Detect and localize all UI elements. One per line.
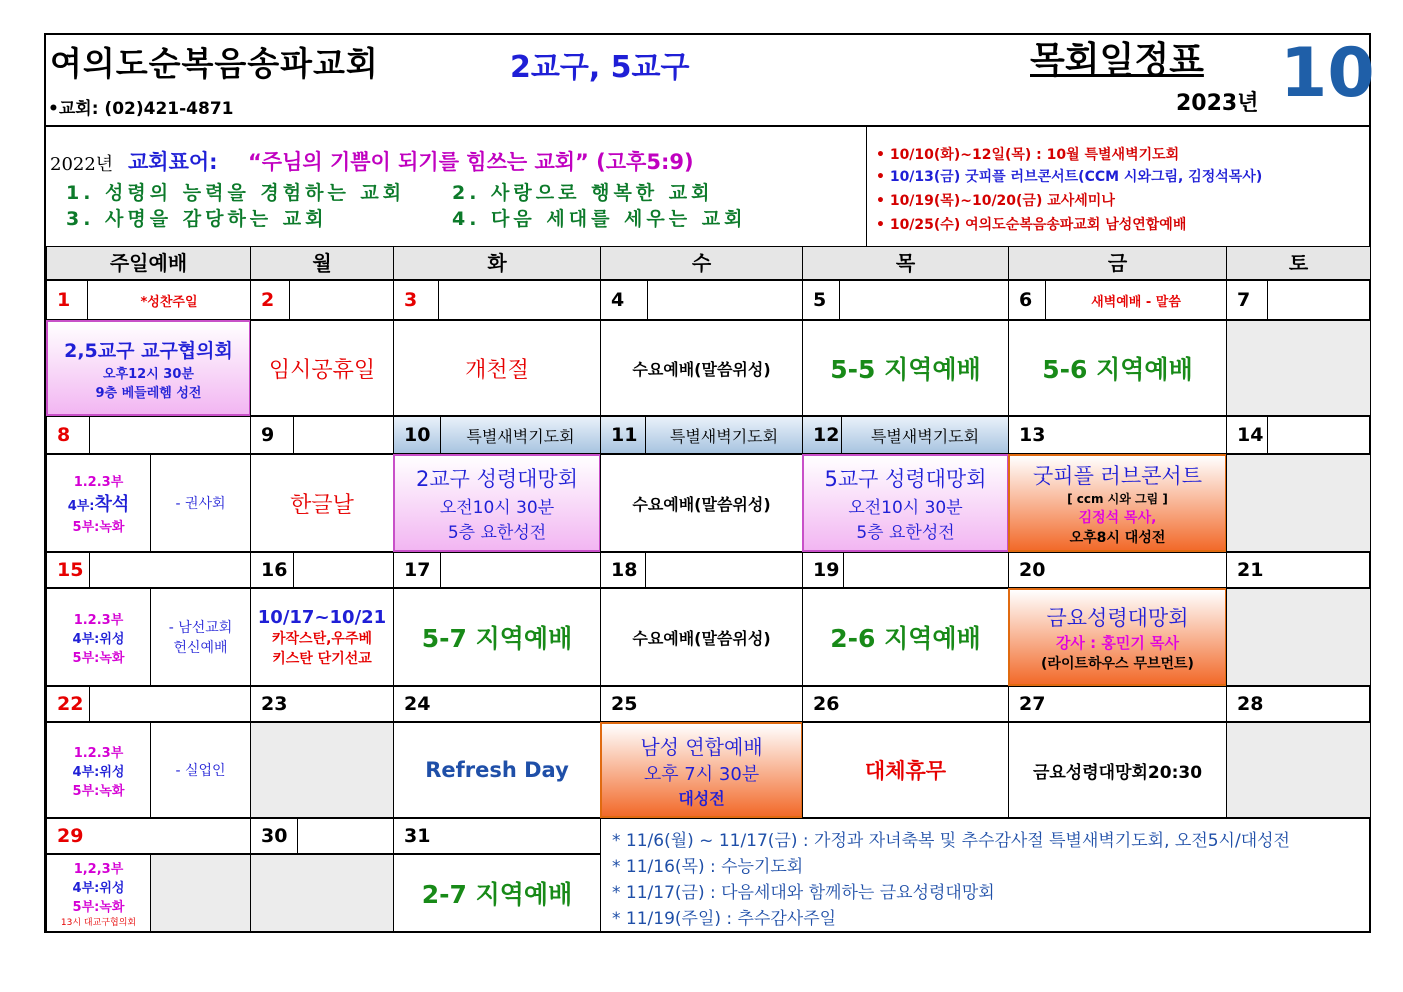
day-number: 25: [600, 686, 803, 722]
event-substitute-holiday: 대체휴무: [802, 722, 1009, 818]
notice-1: • 10/10(화)~12일(목) : 10월 특별새벽기도회: [876, 147, 1180, 163]
day-tag-empty: [293, 416, 394, 454]
sunday-note: - 실업인: [150, 722, 251, 818]
day-number: 24: [393, 686, 601, 722]
sunday-note: - 남선교회 헌신예배: [150, 588, 251, 686]
dawn-prayer-tag: 특별새벽기도회: [841, 416, 1009, 454]
day-number: 16: [250, 552, 294, 588]
notice-4: • 10/25(수) 여의도순복음송파교회 남성연합예배: [876, 217, 1187, 233]
sunday-note-empty: [150, 854, 251, 932]
event-refresh-day: Refresh Day: [393, 722, 601, 818]
day-number: 2: [250, 280, 290, 320]
day-tag-empty: [843, 552, 1009, 588]
sunday-service-times: 1.2.3부 4부:위성 5부:녹화: [46, 722, 151, 818]
event-wednesday-service: 수요예배(말씀위성): [600, 320, 803, 416]
sunday-note: - 권사회: [150, 454, 251, 552]
notice-3: • 10/19(목)~10/20(금) 교사세미나: [876, 193, 1115, 209]
day-tag-empty: [839, 280, 1009, 320]
dawn-prayer-tag: 특별새벽기도회: [645, 416, 803, 454]
event-holiday: 개천절: [393, 320, 601, 416]
day-number: 23: [250, 686, 394, 722]
day-number: 8: [46, 416, 90, 454]
weekday-sat: 토: [1226, 246, 1371, 280]
monday-cell: [250, 854, 394, 932]
day-number: 19: [802, 552, 844, 588]
weekday-sun: 주일예배: [46, 246, 251, 280]
event-region-service: 5-6 지역예배: [1008, 320, 1227, 416]
notice-2: • 10/13(금) 굿피플 러브콘서트(CCM 시와그림, 김정석목사): [876, 169, 1263, 185]
day-number: 5: [802, 280, 840, 320]
saturday-cell: [1226, 320, 1371, 416]
sunday-service-times: 1,2,3부 4부:위성 5부:녹화 13시 대교구협의회: [46, 854, 151, 932]
day-number: 22: [46, 686, 90, 722]
event-friday-revival: 금요성령대망회 강사 : 홍민기 목사 (라이트하우스 무브먼트): [1008, 588, 1227, 686]
day-number: 30: [250, 818, 298, 854]
motto-label: 교회표어:: [128, 150, 218, 174]
day-tag-empty: [440, 552, 601, 588]
dawn-prayer-tag: 특별새벽기도회: [440, 416, 601, 454]
event-mission-trip: 10/17~10/21 카작스탄,우주베 키스탄 단기선교: [250, 588, 394, 686]
notice-divider: [866, 126, 867, 246]
event-region-service: 2-6 지역예배: [802, 588, 1009, 686]
weekday-tue: 화: [393, 246, 601, 280]
day-tag-empty: [645, 552, 803, 588]
saturday-cell: [1226, 722, 1371, 818]
day-number: 17: [393, 552, 441, 588]
day-number: 31: [393, 818, 601, 854]
day-number: 28: [1226, 686, 1371, 722]
goal-4: 4. 다음 세대를 세우는 교회: [452, 208, 747, 230]
friday-tag: 새벽예배 - 말씀: [1045, 280, 1227, 320]
day-tag-empty: [647, 280, 803, 320]
day-number: 12: [802, 416, 842, 454]
event-holiday: 임시공휴일: [250, 320, 394, 416]
goal-3: 3. 사명을 감당하는 교회: [66, 208, 328, 230]
day-number: 20: [1008, 552, 1227, 588]
day-number: 9: [250, 416, 294, 454]
day-number: 15: [46, 552, 90, 588]
event-friday-revival: 금요성령대망회20:30: [1008, 722, 1227, 818]
event-region-service: 5-7 지역예배: [393, 588, 601, 686]
sunday-service-times: 1.2.3부 4부:착석 5부:녹화: [46, 454, 151, 552]
schedule-year: 2023년: [1176, 91, 1259, 116]
day-number: 29: [46, 818, 251, 854]
day-tag-empty: [89, 552, 251, 588]
day-tag-empty: [289, 280, 394, 320]
upcoming-note: * 11/19(주일) : 추수감사주일: [612, 909, 837, 929]
schedule-month: 10: [1280, 34, 1375, 113]
event-wednesday-service: 수요예배(말씀위성): [600, 588, 803, 686]
upcoming-note: * 11/17(금) : 다음세대와 함께하는 금요성령대망회: [612, 883, 995, 903]
day-number: 3: [393, 280, 439, 320]
event-mens-service: 남성 연합예배 오후 7시 30분 대성전: [600, 722, 803, 818]
day-number: 1: [46, 280, 88, 320]
event-holy-spirit-meeting: 5교구 성령대망회 오전10시 30분 5층 요한성전: [802, 454, 1009, 552]
day-number: 7: [1226, 280, 1268, 320]
day-number: 26: [802, 686, 1009, 722]
monday-cell: [250, 722, 394, 818]
event-love-concert: 굿피플 러브콘서트 [ ccm 시와 그림 ] 김정석 목사, 오후8시 대성전: [1008, 454, 1227, 552]
event-district-council: 2,5교구 교구협의회 오후12시 30분 9층 베들레헴 성전: [46, 320, 251, 416]
event-region-service: 5-5 지역예배: [802, 320, 1009, 416]
event-wednesday-service: 수요예배(말씀위성): [600, 454, 803, 552]
weekday-thu: 목: [802, 246, 1009, 280]
day-tag-empty: [1267, 416, 1371, 454]
saturday-cell: [1226, 588, 1371, 686]
event-region-service: 2-7 지역예배: [393, 854, 601, 932]
day-tag-empty: [293, 552, 394, 588]
day-number: 27: [1008, 686, 1227, 722]
day-number: 11: [600, 416, 646, 454]
schedule-title: 목회일정표: [1030, 40, 1204, 81]
day-tag-empty: [1267, 280, 1371, 320]
weekday-fri: 금: [1008, 246, 1227, 280]
day-tag-empty: [297, 818, 394, 854]
upcoming-note: * 11/6(월) ~ 11/17(금) : 가정과 자녀축복 및 추수감사절 특별새벽기도회, 오전5시/대성전: [612, 831, 1290, 851]
day-number: 18: [600, 552, 646, 588]
saturday-cell: [1226, 454, 1371, 552]
districts-label: 2교구, 5교구: [510, 50, 690, 85]
day-number: 6: [1008, 280, 1046, 320]
church-name: 여의도순복음송파교회: [50, 44, 379, 83]
sunday-tag: *성찬주일: [87, 280, 251, 320]
motto-text: “주님의 기쁨이 되기를 힘쓰는 교회” (고후5:9): [248, 150, 694, 174]
goal-2: 2. 사랑으로 행복한 교회: [452, 182, 714, 204]
event-holiday: 한글날: [250, 454, 394, 552]
sunday-service-times: 1.2.3부 4부:위성 5부:녹화: [46, 588, 151, 686]
weekday-wed: 수: [600, 246, 803, 280]
day-tag-empty: [438, 280, 601, 320]
upcoming-note: * 11/16(목) : 수능기도회: [612, 857, 804, 877]
day-tag-empty: [89, 686, 251, 722]
goal-1: 1. 성령의 능력을 경험하는 교회: [66, 182, 406, 204]
day-number: 10: [393, 416, 441, 454]
day-number: 13: [1008, 416, 1227, 454]
header-divider: [44, 125, 1371, 127]
church-phone: •교회: (02)421-4871: [48, 99, 234, 119]
weekday-mon: 월: [250, 246, 394, 280]
day-number: 21: [1226, 552, 1371, 588]
day-number: 4: [600, 280, 648, 320]
event-holy-spirit-meeting: 2교구 성령대망회 오전10시 30분 5층 요한성전: [393, 454, 601, 552]
day-number: 14: [1226, 416, 1268, 454]
motto-year: 2022년: [50, 154, 114, 175]
day-tag-empty: [89, 416, 251, 454]
